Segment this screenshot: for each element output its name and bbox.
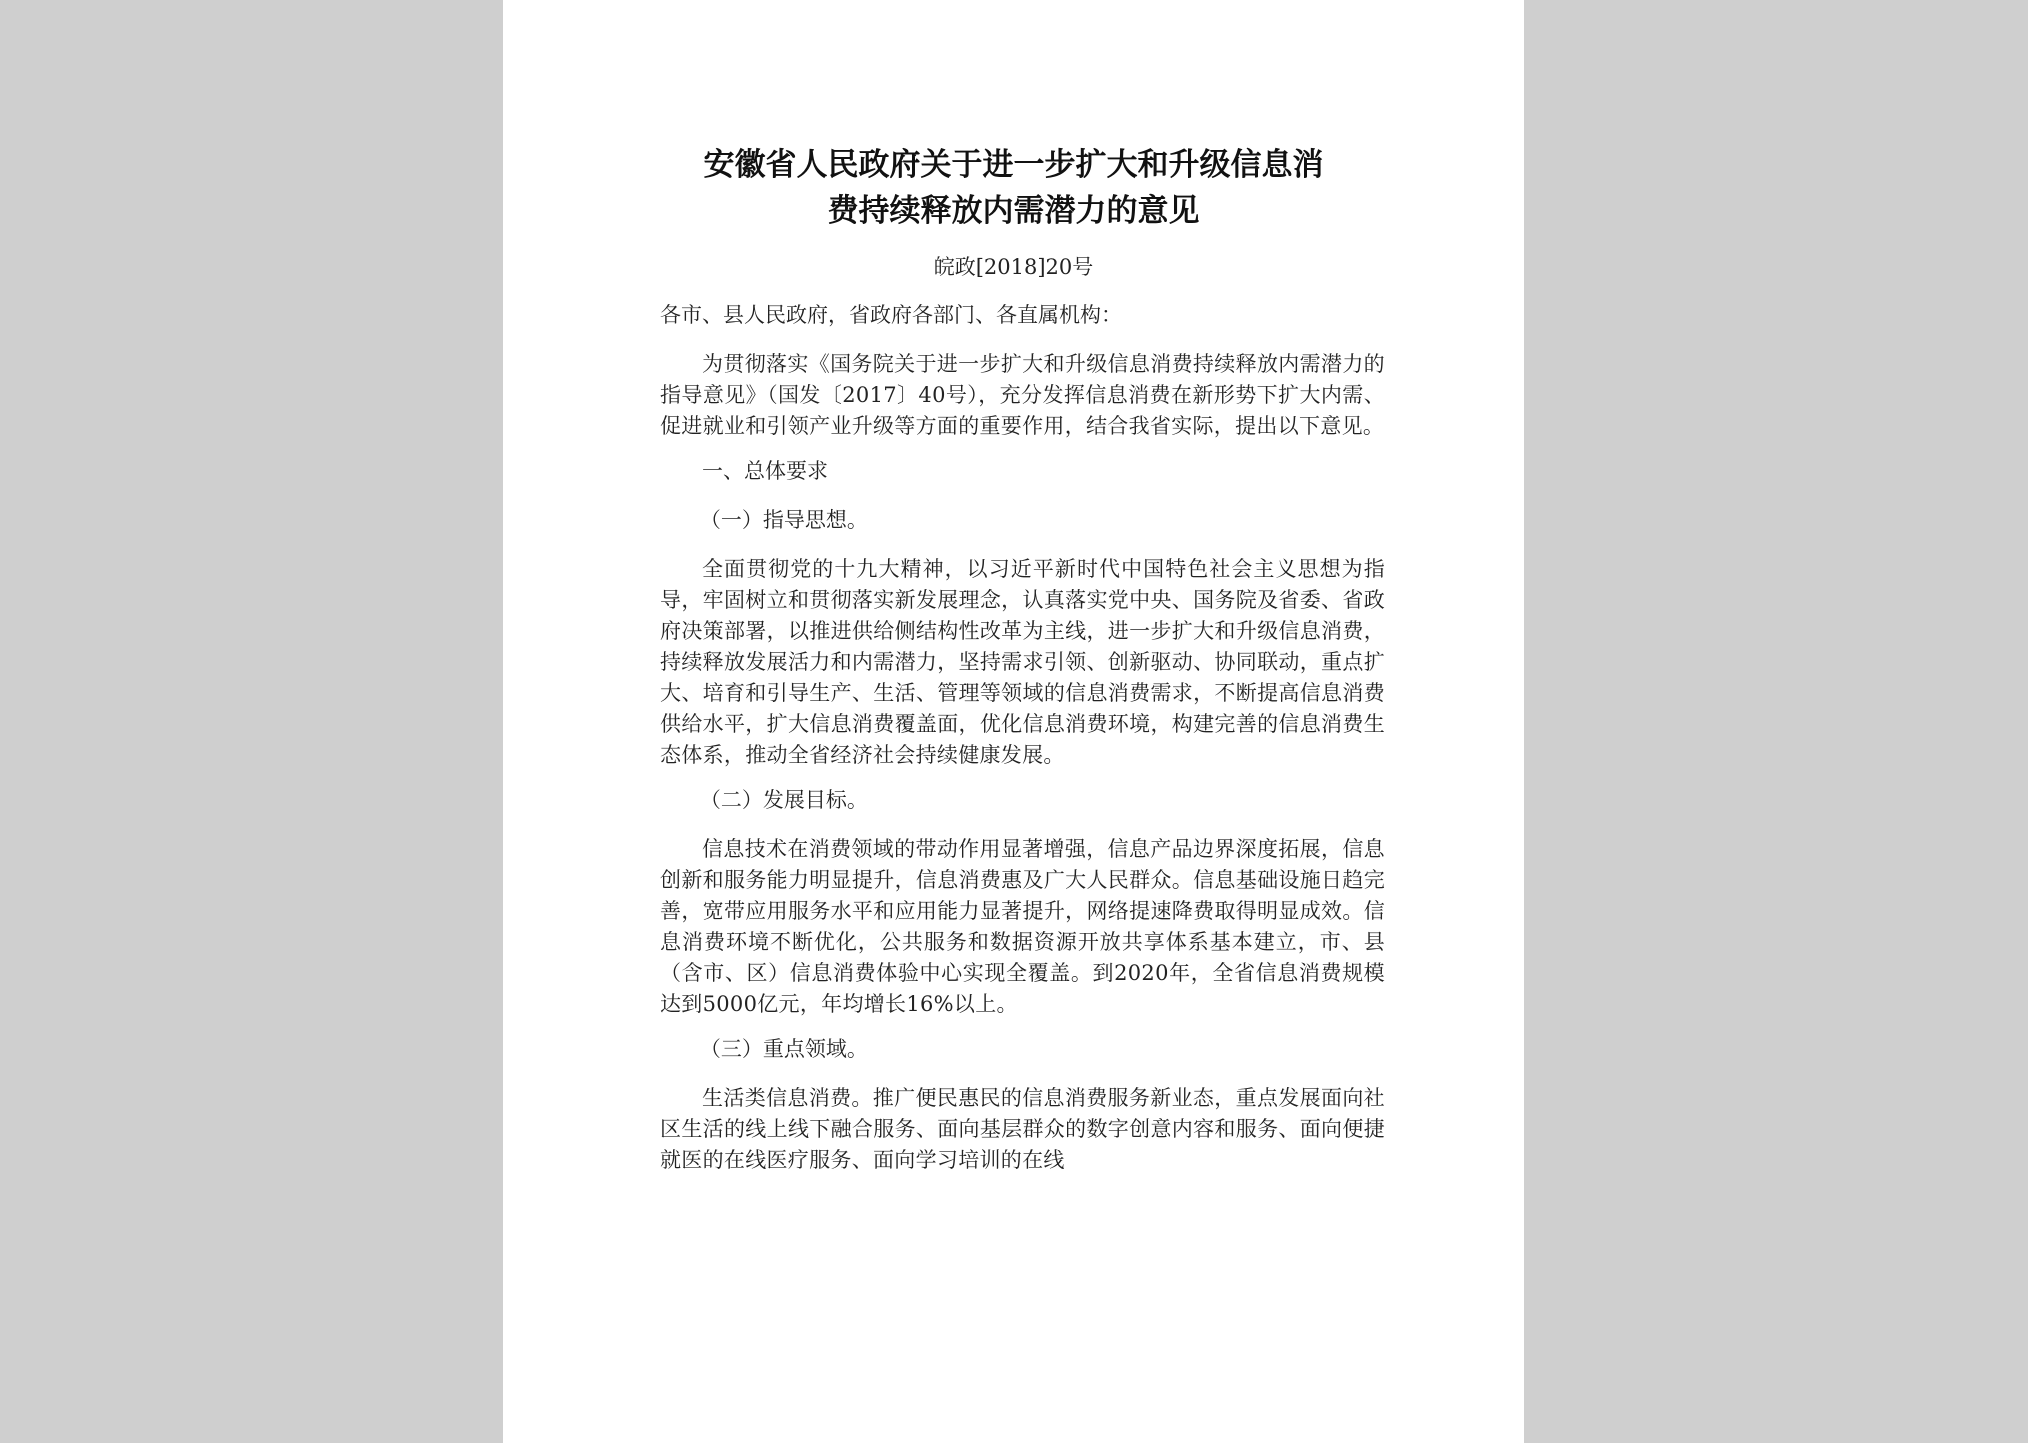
title-line-1: 安徽省人民政府关于进一步扩大和升级信息消 [703, 147, 1324, 183]
subheading-key-areas: （三）重点领域。 [699, 1037, 868, 1061]
guiding-ideology-paragraph: 全面贯彻党的十九大精神，以习近平新时代中国特色社会主义思想为指导，牢固树立和贯彻落实新发展理念，认真落实党中央、国务院及省委、省政府决策部署，以推进供给侧结构性改革为主线，进一步扩大和升级信息消费，持续释放发展活力和内需潜力，坚持需求引领、创新驱动、协同联动，重点扩大、培育和引导生产、生活、管理等领域的信息消费需求，不断提高信息消费供给水平，扩大信息消费覆盖面，优化信息消费环境，构建完善的信息消费生态体系，推动全省经济社会持续健康发展。 [660, 557, 1385, 767]
intro-paragraph: 为贯彻落实《国务院关于进一步扩大和升级信息消费持续释放内需潜力的指导意见》（国发〔2017〕40号），充分发挥信息消费在新形势下扩大内需、促进就业和引领产业升级等方面的重要作用，结合我省实际，提出以下意见。 [660, 352, 1385, 438]
subheading-guiding-ideology: （一）指导思想。 [699, 508, 868, 532]
document-page [503, 0, 1524, 1443]
document-number: 皖政[2018]20号 [933, 255, 1094, 279]
section-heading-general-requirements: 一、总体要求 [702, 459, 828, 483]
title-line-2: 费持续释放内需潜力的意见 [827, 193, 1200, 229]
document-body [660, 300, 1385, 1190]
development-goals-paragraph: 信息技术在消费领域的带动作用显著增强，信息产品边界深度拓展，信息创新和服务能力明显提升，信息消费惠及广大人民群众。信息基础设施日趋完善，宽带应用服务水平和应用能力显著提升，网络提速降费取得明显成效。信息消费环境不断优化，公共服务和数据资源开放共享体系基本建立，市、县（含市、区）信息消费体验中心实现全覆盖。到2020年，全省信息消费规模达到5000亿元，年均增长16%以上。 [660, 837, 1385, 1016]
document-title [503, 142, 1524, 234]
subheading-development-goals: （二）发展目标。 [699, 788, 868, 812]
salutation: 各市、县人民政府，省政府各部门、各直属机构： [660, 303, 1122, 327]
key-areas-paragraph: 生活类信息消费。推广便民惠民的信息消费服务新业态，重点发展面向社区生活的线上线下融合服务、面向基层群众的数字创意内容和服务、面向便捷就医的在线医疗服务、面向学习培训的在线 [660, 1086, 1385, 1172]
